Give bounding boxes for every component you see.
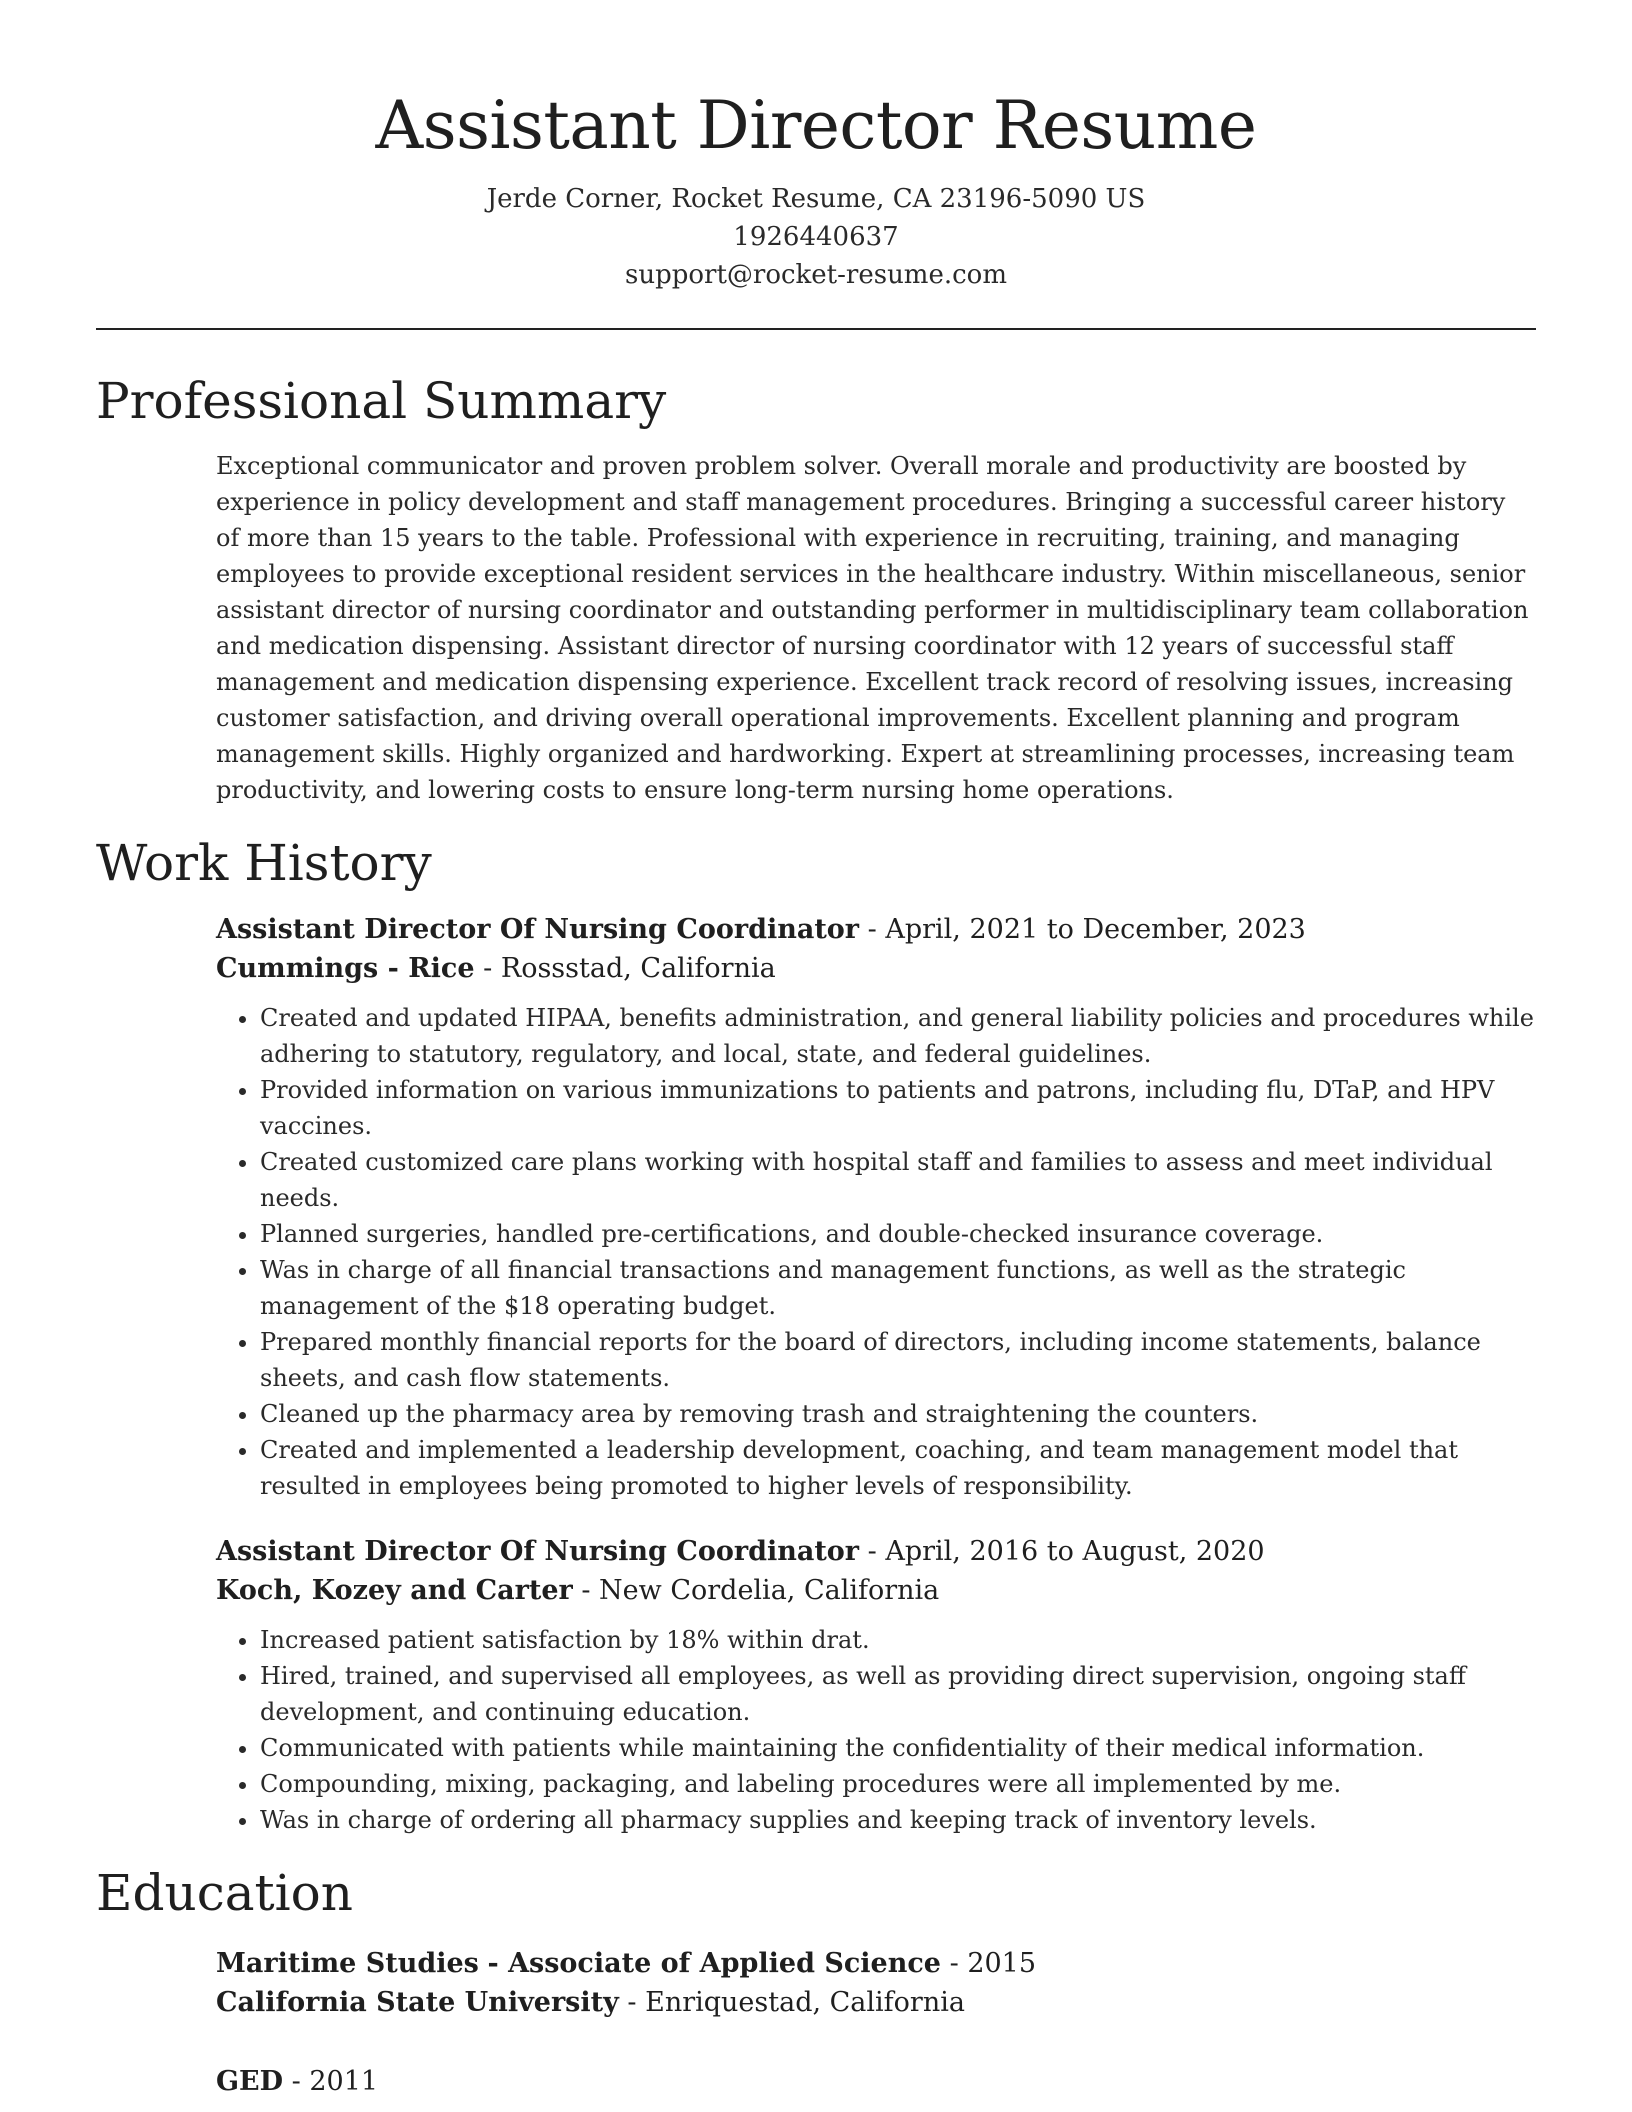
education-field: Maritime Studies (216, 1948, 479, 1979)
list-item: • Created and implemented a leadership development, coaching, and team management model that resulted in employees being promoted to higher levels of responsibility. (260, 1432, 1536, 1504)
list-item: • Communicated with patients while maintaining the confidentiality of their medical information. (260, 1730, 1536, 1766)
job-separator: - (867, 914, 886, 945)
list-item: • Hired, trained, and supervised all employees, as well as providing direct supervision, ongoing staff development, and continuing education. (260, 1658, 1536, 1730)
education-heading: Education (96, 1864, 353, 1922)
job-dates: April, 2016 to August, 2020 (885, 1536, 1265, 1567)
summary-text: Exceptional communicator and proven problem solver. Overall morale and productivity are boosted by experience in policy development and staff management procedures. Bringing a successful career history of more than 15 years to the table. Professional with experience in recruiting, training, and managing employees to provide exceptional resident services in the healthcare industry. Within miscellaneous, senior assistant director of nursing coordinator and outstanding performer in multidisciplinary team collaboration and medication dispensing. Assistant director of nursing coordinator with 12 years of successful staff management and medication dispensing experience. Excellent track record of resolving issues, increasing customer satisfaction, and driving overall operational improvements. Excellent planning and program management skills. Highly organized and hardworking. Expert at streamlining processes, increasing team productivity, and lowering costs to ensure long-term nursing home operations. (216, 452, 1529, 804)
contact-address: Jerde Corner, Rocket Resume, CA 23196-5090 US (486, 184, 1146, 214)
resume-title: Assistant Director Resume (375, 87, 1257, 164)
education-field: GED (216, 2066, 284, 2097)
list-item: • Provided information on various immunizations to patients and patrons, including flu, DTaP, and HPV vaccines. (260, 1072, 1536, 1144)
education-separator: - (627, 1987, 646, 2018)
education-entry-2 (216, 2062, 1536, 2101)
job-separator: - (483, 953, 501, 984)
list-item: • Was in charge of all financial transactions and management functions, as well as the strategic management of the $18 operating budget. (260, 1252, 1536, 1324)
job-bullets (216, 1622, 1536, 1838)
contact-email: support@rocket-resume.com (624, 260, 1007, 290)
education-separator: - (949, 1948, 968, 1979)
education-separator: - (487, 1948, 509, 1979)
job-company: Cummings - Rice (216, 953, 475, 984)
job-title: Assistant Director Of Nursing Coordinator (216, 914, 860, 945)
education-entry-1 (216, 1944, 1536, 2022)
job-company-line (216, 1571, 1536, 1610)
contact-block (96, 180, 1536, 294)
summary-heading: Professional Summary (96, 372, 667, 430)
job-separator: - (581, 1575, 600, 1606)
work-history-section (216, 910, 1536, 1838)
job-title-line (216, 1532, 1536, 1571)
education-degree-line (216, 1944, 1536, 1983)
job-location: Rossstad, California (500, 953, 776, 984)
job-dates: April, 2021 to December, 2023 (885, 914, 1306, 945)
education-separator: - (291, 2066, 310, 2097)
list-item: • Prepared monthly financial reports for the board of directors, including income statements, balance sheets, and cash flow statements. (260, 1324, 1536, 1396)
education-section (216, 1944, 1536, 2101)
header-divider (96, 328, 1536, 330)
education-degree: Associate of Applied Science (508, 1948, 941, 1979)
job-bullets (216, 1000, 1536, 1504)
education-year: 2015 (967, 1948, 1037, 1979)
job-title-line (216, 910, 1536, 949)
list-item: • Increased patient satisfaction by 18% within drat. (260, 1622, 1536, 1658)
job-entry-1 (216, 910, 1536, 1504)
list-item: • Created and updated HIPAA, benefits administration, and general liability policies and procedures while adhering to statutory, regulatory, and local, state, and federal guidelines. (260, 1000, 1536, 1072)
education-degree-line (216, 2062, 1536, 2101)
job-entry-2 (216, 1532, 1536, 1838)
job-company: Koch, Kozey and Carter (216, 1575, 573, 1606)
job-separator: - (867, 1536, 886, 1567)
contact-phone: 1926440637 (733, 222, 899, 252)
list-item: • Cleaned up the pharmacy area by removing trash and straightening the counters. (260, 1396, 1536, 1432)
list-item: • Planned surgeries, handled pre-certifications, and double-checked insurance coverage. (260, 1216, 1536, 1252)
education-location: Enriquestad, California (645, 1987, 965, 2018)
work-history-heading: Work History (96, 834, 432, 892)
list-item: • Was in charge of ordering all pharmacy supplies and keeping track of inventory levels. (260, 1802, 1536, 1838)
job-title: Assistant Director Of Nursing Coordinator (216, 1536, 860, 1567)
summary-section (216, 448, 1536, 808)
list-item: • Compounding, mixing, packaging, and labeling procedures were all implemented by me. (260, 1766, 1536, 1802)
education-year: 2011 (309, 2066, 379, 2097)
job-company-line (216, 949, 1536, 988)
list-item: • Created customized care plans working with hospital staff and families to assess and meet individual needs. (260, 1144, 1536, 1216)
job-location: New Cordelia, California (599, 1575, 940, 1606)
education-school-line (216, 1983, 1536, 2022)
education-school: California State University (216, 1987, 619, 2018)
